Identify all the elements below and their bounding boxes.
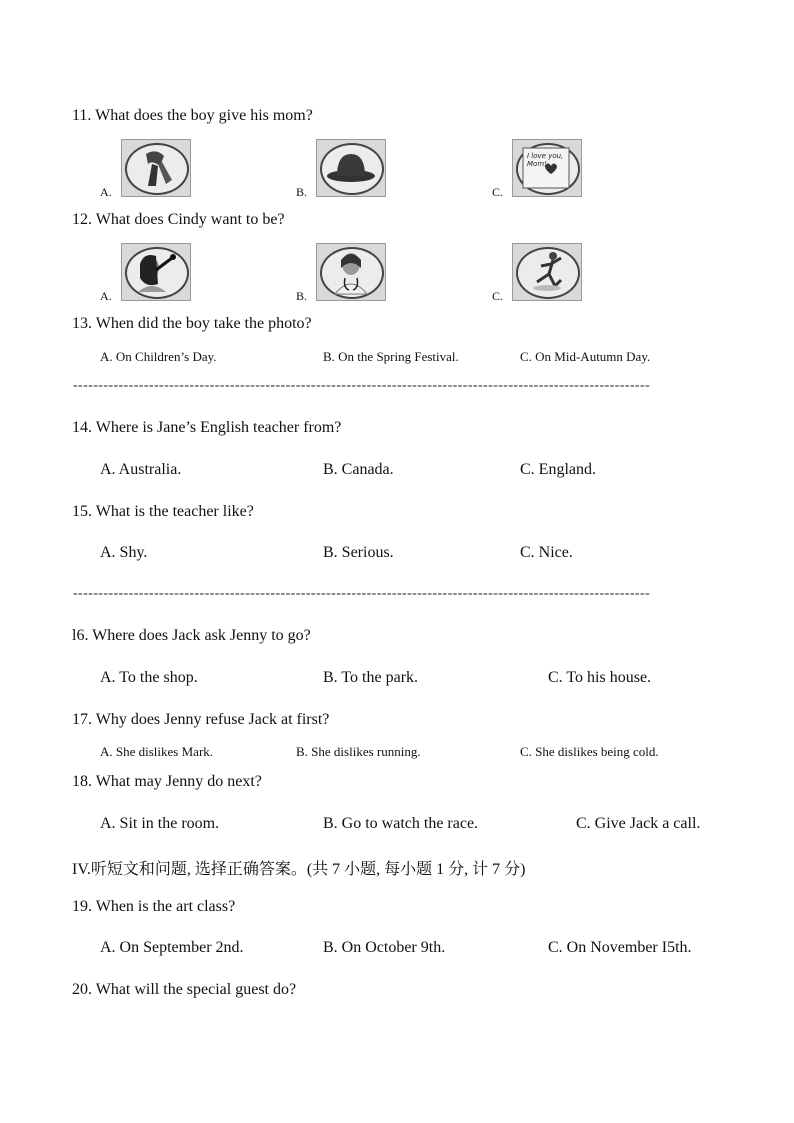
option-b[interactable]: B. Canada. xyxy=(323,461,394,478)
scarf-icon xyxy=(122,140,190,196)
singer-icon xyxy=(122,244,190,300)
question-12: 12. What does Cindy want to be? xyxy=(72,211,285,228)
option-c[interactable]: C. She dislikes being cold. xyxy=(520,744,659,759)
option-c[interactable]: C. Nice. xyxy=(520,544,573,561)
dancer-picture[interactable] xyxy=(512,243,582,301)
option-b[interactable]: B. Serious. xyxy=(323,544,394,561)
card-line-2: Mom! xyxy=(527,160,547,168)
option-a[interactable]: A. On September 2nd. xyxy=(100,939,244,956)
option-label-b[interactable]: B. xyxy=(296,185,308,199)
option-a[interactable]: A. On Children’s Day. xyxy=(100,349,217,364)
option-c[interactable]: C. On Mid-Autumn Day. xyxy=(520,349,651,364)
scarf-picture[interactable] xyxy=(121,139,191,197)
question-14: 14. Where is Jane’s English teacher from? xyxy=(72,419,342,436)
option-b[interactable]: B. On the Spring Festival. xyxy=(323,349,459,364)
option-c[interactable]: C. England. xyxy=(520,461,596,478)
question-17: 17. Why does Jenny refuse Jack at first? xyxy=(72,711,330,728)
option-label-c[interactable]: C. xyxy=(492,185,504,199)
heart-card-icon xyxy=(513,140,581,196)
question-13: 13. When did the boy take the photo? xyxy=(72,315,312,332)
card-line-1: I love you, xyxy=(527,152,564,160)
option-a[interactable]: A. She dislikes Mark. xyxy=(100,744,214,759)
dancer-icon xyxy=(513,244,581,300)
option-b[interactable]: B. She dislikes running. xyxy=(296,744,421,759)
option-b[interactable]: B. On October 9th. xyxy=(323,939,446,956)
hat-icon xyxy=(317,140,385,196)
option-label-b[interactable]: B. xyxy=(296,289,308,303)
option-a[interactable]: A. Australia. xyxy=(100,461,182,478)
question-19: 19. When is the art class? xyxy=(72,898,236,915)
question-15: 15. What is the teacher like? xyxy=(72,503,254,520)
option-c[interactable]: C. On November I5th. xyxy=(548,939,692,956)
option-c[interactable]: C. Give Jack a call. xyxy=(576,815,701,832)
hat-picture[interactable] xyxy=(316,139,386,197)
option-label-c[interactable]: C. xyxy=(492,289,504,303)
option-label-a[interactable]: A. xyxy=(100,289,112,303)
option-c[interactable]: C. To his house. xyxy=(548,669,652,686)
option-b[interactable]: B. Go to watch the race. xyxy=(323,815,479,832)
card-picture[interactable] xyxy=(512,139,582,197)
option-b[interactable]: B. To the park. xyxy=(323,669,419,686)
section-divider: ------------------------------------------------------------------------------------------------------------------ xyxy=(73,378,651,393)
option-a[interactable]: A. Sit in the room. xyxy=(100,815,220,832)
singer-picture[interactable] xyxy=(121,243,191,301)
question-20: 20. What will the special guest do? xyxy=(72,981,297,998)
section-divider: ------------------------------------------------------------------------------------------------------------------ xyxy=(73,586,651,601)
question-18: 18. What may Jenny do next? xyxy=(72,773,262,790)
doctor-icon xyxy=(317,244,385,300)
option-label-a[interactable]: A. xyxy=(100,185,112,199)
question-11: 11. What does the boy give his mom? xyxy=(72,107,313,124)
option-a[interactable]: A. Shy. xyxy=(100,544,148,561)
section-heading: IV.听短文和问题, 选择正确答案。(共 7 小题, 每小题 1 分, 计 7 分) xyxy=(72,861,526,878)
doctor-picture[interactable] xyxy=(316,243,386,301)
option-a[interactable]: A. To the shop. xyxy=(100,669,198,686)
question-16: l6. Where does Jack ask Jenny to go? xyxy=(72,627,311,644)
